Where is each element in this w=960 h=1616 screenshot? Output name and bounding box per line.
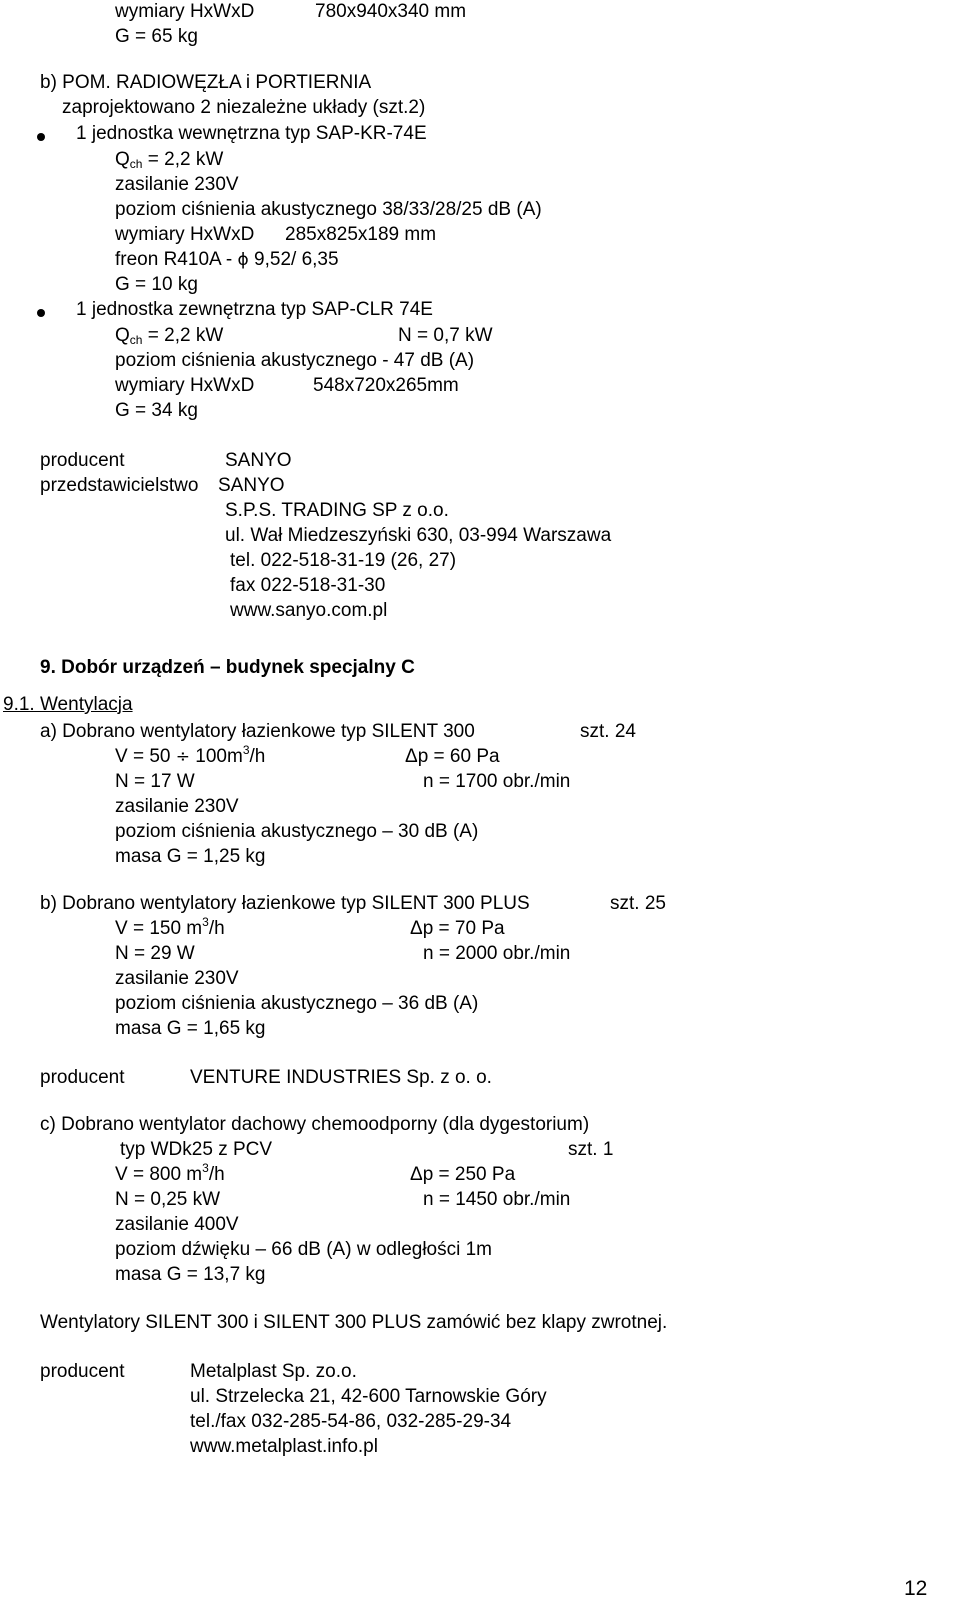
q-symbol: Q — [115, 149, 130, 170]
range-symbol: ÷ — [175, 747, 190, 767]
fan-a-dp: Δp = 60 Pa — [405, 746, 500, 767]
bullet-icon — [37, 309, 45, 317]
bullet-icon — [37, 133, 45, 141]
rep-line: fax 022-518-31-30 — [230, 575, 386, 596]
freon-value: 9,52/ 6,35 — [254, 249, 339, 270]
fan-a-noise: poziom ciśnienia akustycznego – 30 dB (A) — [115, 821, 479, 842]
fan-a-qty: szt. 24 — [580, 721, 636, 742]
producer-value: SANYO — [225, 450, 292, 471]
fan-c-flow — [115, 1163, 225, 1187]
flow-unit: /h — [208, 1164, 225, 1185]
fan-c-power: zasilanie 400V — [115, 1214, 239, 1235]
indoor-power: zasilanie 230V — [115, 174, 239, 195]
indoor-title: 1 jednostka wewnętrzna typ SAP-KR-74E — [76, 123, 427, 144]
final-producer-line: Metalplast Sp. zo.o. — [190, 1361, 357, 1382]
q-value: = 2,2 kW — [142, 325, 224, 346]
outdoor-dim-label: wymiary HxWxD — [115, 375, 255, 396]
indoor-freon — [115, 248, 339, 272]
fan-c-rpm: n = 1450 obr./min — [423, 1189, 571, 1210]
indoor-q — [115, 148, 223, 172]
flow-unit: /h — [208, 918, 225, 939]
final-producer-line: ul. Strzelecka 21, 42-600 Tarnowskie Góry — [190, 1386, 547, 1407]
q-symbol: Q — [115, 325, 130, 346]
fan-a-flow — [115, 745, 265, 769]
fan-b-n: N = 29 W — [115, 943, 195, 964]
fan-a-title: a) Dobrano wentylatory łazienkowe typ SILENT 300 — [40, 721, 475, 742]
section-9-heading: 9. Dobór urządzeń – budynek specjalny C — [40, 657, 415, 678]
fan-a-power: zasilanie 230V — [115, 796, 239, 817]
fan-c-noise: poziom dźwięku – 66 dB (A) w odległości 1m — [115, 1239, 493, 1260]
final-producer-line: www.metalplast.info.pl — [190, 1436, 378, 1457]
final-producer-label: producent — [40, 1361, 125, 1382]
indoor-dim-value: 285x825x189 mm — [285, 224, 437, 245]
fan-c-qty: szt. 1 — [568, 1139, 614, 1160]
fan-c-type: typ WDk25 z PCV — [120, 1139, 273, 1160]
note-text: Wentylatory SILENT 300 i SILENT 300 PLUS zamówić bez klapy zwrotnej. — [40, 1312, 668, 1333]
fan-b-power: zasilanie 230V — [115, 968, 239, 989]
fan-c-title: c) Dobrano wentylator dachowy chemoodporny (dla dygestorium) — [40, 1114, 590, 1135]
fan-b-qty: szt. 25 — [610, 893, 666, 914]
prev-weight: G = 65 kg — [115, 26, 198, 47]
prev-dim-label: wymiary HxWxD — [115, 1, 255, 22]
flow-superscript: 3 — [202, 915, 209, 929]
fan-b-mass: masa G = 1,65 kg — [115, 1018, 266, 1039]
outdoor-n: N = 0,7 kW — [398, 325, 493, 346]
flow-value: V = 150 m — [115, 918, 203, 939]
q-subscript: ch — [129, 157, 143, 171]
fan-b-flow — [115, 917, 225, 941]
section-b-intro: zaprojektowano 2 niezależne układy (szt.2) — [62, 97, 426, 118]
q-subscript: ch — [129, 333, 143, 347]
rep-line: tel. 022-518-31-19 (26, 27) — [230, 550, 457, 571]
prev-dim-value: 780x940x340 mm — [315, 1, 467, 22]
rep-line: S.P.S. TRADING SP z o.o. — [225, 500, 449, 521]
indoor-weight: G = 10 kg — [115, 274, 198, 295]
section-9-1-heading: 9.1. Wentylacja — [3, 694, 133, 715]
diameter-symbol: ϕ — [237, 250, 249, 270]
indoor-dim-label: wymiary HxWxD — [115, 224, 255, 245]
flow-superscript: 3 — [202, 1161, 209, 1175]
outdoor-q — [115, 324, 223, 348]
q-value: = 2,2 kW — [142, 149, 224, 170]
fan-b-noise: poziom ciśnienia akustycznego – 36 dB (A) — [115, 993, 479, 1014]
outdoor-dim-value: 548x720x265mm — [313, 375, 459, 396]
rep-line: ul. Wał Miedzeszyński 630, 03-994 Warszawa — [225, 525, 612, 546]
fan-c-dp: Δp = 250 Pa — [410, 1164, 516, 1185]
section-b-title: b) POM. RADIOWĘZŁA i PORTIERNIA — [40, 72, 372, 93]
final-producer-line: tel./fax 032-285-54-86, 032-285-29-34 — [190, 1411, 512, 1432]
fan-b-dp: Δp = 70 Pa — [410, 918, 505, 939]
freon-label: freon R410A - — [115, 249, 233, 270]
rep-line: www.sanyo.com.pl — [230, 600, 388, 621]
fan-a-rpm: n = 1700 obr./min — [423, 771, 571, 792]
flow-unit: /h — [249, 746, 266, 767]
fan-a-mass: masa G = 1,25 kg — [115, 846, 266, 867]
outdoor-weight: G = 34 kg — [115, 400, 198, 421]
outdoor-noise: poziom ciśnienia akustycznego - 47 dB (A) — [115, 350, 475, 371]
fan-c-n: N = 0,25 kW — [115, 1189, 221, 1210]
fan-a-n: N = 17 W — [115, 771, 195, 792]
fan-c-mass: masa G = 13,7 kg — [115, 1264, 266, 1285]
rep-label: przedstawicielstwo — [40, 475, 199, 496]
flow-value: V = 800 m — [115, 1164, 203, 1185]
page-number: 12 — [904, 1577, 928, 1600]
producer-label: producent — [40, 450, 125, 471]
flow-superscript: 3 — [242, 743, 250, 757]
flow-value-min: V = 50 — [115, 746, 171, 767]
rep-line: SANYO — [218, 475, 285, 496]
outdoor-title: 1 jednostka zewnętrzna typ SAP-CLR 74E — [76, 299, 433, 320]
fan-b-title: b) Dobrano wentylatory łazienkowe typ SILENT 300 PLUS — [40, 893, 530, 914]
fan-b-rpm: n = 2000 obr./min — [423, 943, 571, 964]
fan-b-producer-value: VENTURE INDUSTRIES Sp. z o. o. — [190, 1067, 492, 1088]
indoor-noise: poziom ciśnienia akustycznego 38/33/28/25 dB (A) — [115, 199, 542, 220]
flow-value-max: 100m — [195, 746, 243, 767]
fan-b-producer-label: producent — [40, 1067, 125, 1088]
